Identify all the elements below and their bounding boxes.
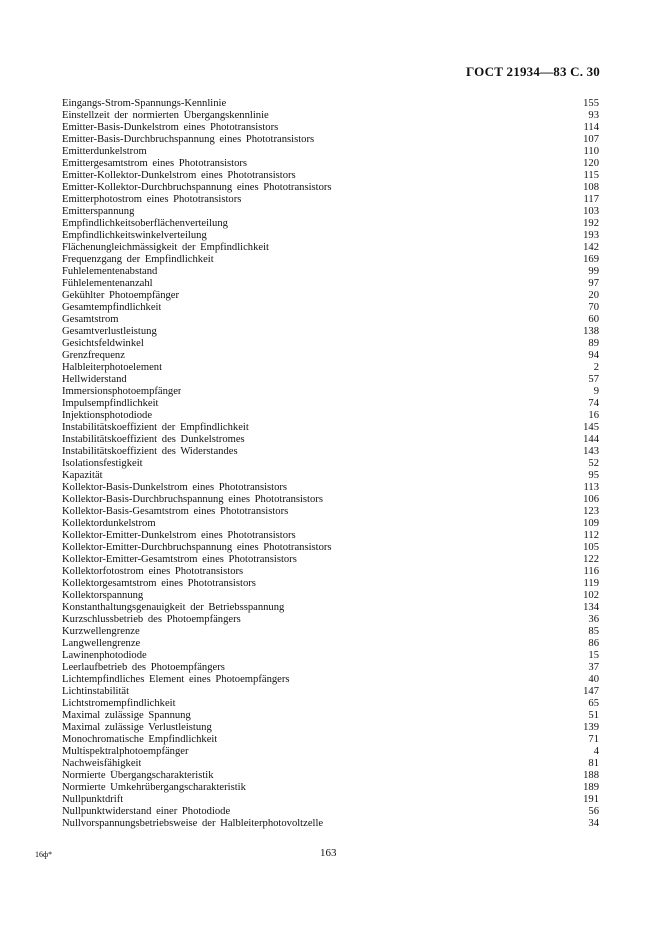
index-term: Gekühlter Photoempfänger [62,290,180,301]
index-entry [62,818,599,830]
index-entry [62,686,599,698]
index-page-number: 120 [583,158,599,169]
index-entry [62,494,599,506]
index-entry [62,662,599,674]
index-page-number: 119 [583,578,599,589]
index-term: Impulsempfindlichkeit [62,398,159,409]
index-page-number: 97 [588,278,599,289]
index-entry [62,578,599,590]
index-entry [62,698,599,710]
index-entry [62,734,599,746]
index-page-number: 40 [588,674,599,685]
index-term: Nachweisfähigkeit [62,758,142,769]
index-term: Instabilitätskoeffizient der Empfindlichkeit [62,422,249,433]
index-term: Frequenzgang der Empfindlichkeit [62,254,214,265]
index-page-number: 89 [588,338,599,349]
index-page-number: 116 [583,566,599,577]
index-page-number: 103 [583,206,599,217]
index-page-number: 169 [583,254,599,265]
index-page-number: 34 [588,818,599,829]
index-page-number: 65 [588,698,599,709]
index-entry [62,722,599,734]
index-page-number: 93 [588,110,599,121]
index-page-number: 192 [583,218,599,229]
index-page-number: 99 [588,266,599,277]
index-page-number: 193 [583,230,599,241]
index-term: Nullvorspannungsbetriebsweise der Halbleiterphotovoltzelle [62,818,324,829]
index-term: Eingangs-Strom-Spannungs-Kennlinie [62,98,227,109]
index-page-number: 4 [593,746,599,757]
index-entry [62,422,599,434]
index-entry [62,758,599,770]
index-page-number: 16 [588,410,599,421]
index-page-number: 115 [583,170,599,181]
index-page-number: 15 [588,650,599,661]
term-index-list [62,98,599,830]
document-header: ГОСТ 21934—83 С. 30 [466,64,600,79]
index-entry [62,290,599,302]
index-entry [62,182,599,194]
index-entry [62,170,599,182]
index-entry [62,674,599,686]
index-entry [62,590,599,602]
index-term: Emitter-Basis-Dunkelstrom eines Phototransistors [62,122,279,133]
index-page-number: 107 [583,134,599,145]
index-term: Kollektor-Emitter-Dunkelstrom eines Phototransistors [62,530,296,541]
index-term: Flächenungleichmässigkeit der Empfindlichkeit [62,242,269,253]
index-page-number: 123 [583,506,599,517]
index-entry [62,770,599,782]
index-page-number: 52 [588,458,599,469]
index-term: Lichtinstabilität [62,686,130,697]
index-term: Fuhlelementenabstand [62,266,158,277]
index-page-number: 37 [588,662,599,673]
index-entry [62,806,599,818]
index-page-number: 142 [583,242,599,253]
index-term: Grenzfrequenz [62,350,125,361]
index-page-number: 102 [583,590,599,601]
index-term: Kollektorfotostrom eines Phototransistors [62,566,244,577]
index-term: Maximal zulässige Verlustleistung [62,722,212,733]
footer-code: 16ф* [35,850,53,859]
index-term: Einstellzeit der normierten Übergangskennlinie [62,110,269,121]
index-entry [62,206,599,218]
index-term: Normierte Umkehrübergangscharakteristik [62,782,246,793]
index-entry [62,326,599,338]
index-term: Monochromatische Empfindlichkeit [62,734,218,745]
index-page-number: 74 [588,398,599,409]
index-page-number: 188 [583,770,599,781]
index-page-number: 145 [583,422,599,433]
index-term: Kollektor-Basis-Gesamtstrom eines Phototransistors [62,506,289,517]
index-term: Emitter-Kollektor-Dunkelstrom eines Phototransistors [62,170,296,181]
index-entry [62,374,599,386]
index-term: Nullpunktwiderstand einer Photodiode [62,806,231,817]
index-term: Instabilitätskoeffizient des Widerstandes [62,446,238,457]
index-entry [62,218,599,230]
index-term: Kapazität [62,470,103,481]
index-page-number: 191 [583,794,599,805]
index-page-number: 138 [583,326,599,337]
index-term: Lichtstromempfindlichkeit [62,698,176,709]
index-entry [62,626,599,638]
index-term: Injektionsphotodiode [62,410,153,421]
index-entry [62,314,599,326]
index-term: Kollektor-Emitter-Gesamtstrom eines Phototransistors [62,554,297,565]
index-entry [62,242,599,254]
index-entry [62,122,599,134]
index-page-number: 109 [583,518,599,529]
index-page-number: 143 [583,446,599,457]
index-page-number: 106 [583,494,599,505]
index-term: Emitterdunkelstrom [62,146,147,157]
index-term: Kollektorspannung [62,590,144,601]
index-term: Gesamtempfindlichkeit [62,302,162,313]
index-entry [62,134,599,146]
index-entry [62,194,599,206]
index-page-number: 81 [588,758,599,769]
index-page-number: 94 [588,350,599,361]
index-page-number: 147 [583,686,599,697]
index-entry [62,338,599,350]
index-term: Emitter-Basis-Durchbruchspannung eines Phototransistors [62,134,315,145]
index-entry [62,710,599,722]
index-page-number: 144 [583,434,599,445]
index-page-number: 20 [588,290,599,301]
index-page-number: 95 [588,470,599,481]
index-page-number: 51 [588,710,599,721]
index-entry [62,386,599,398]
index-entry [62,566,599,578]
index-term: Hellwiderstand [62,374,127,385]
index-entry [62,746,599,758]
index-term: Kollektorgesamtstrom eines Phototransistors [62,578,256,589]
index-page-number: 105 [583,542,599,553]
index-page-number: 155 [583,98,599,109]
index-page-number: 56 [588,806,599,817]
index-term: Kurzwellengrenze [62,626,140,637]
index-term: Lawinenphotodiode [62,650,147,661]
index-entry [62,146,599,158]
index-page-number: 36 [588,614,599,625]
index-term: Konstanthaltungsgenauigkeit der Betriebsspannung [62,602,285,613]
index-page-number: 139 [583,722,599,733]
index-entry [62,110,599,122]
index-page-number: 122 [583,554,599,565]
index-term: Lichtempfindliches Element eines Photoempfängers [62,674,290,685]
index-entry [62,458,599,470]
index-entry [62,398,599,410]
index-page-number: 9 [593,386,599,397]
index-page-number: 113 [583,482,599,493]
index-page-number: 117 [583,194,599,205]
index-term: Emittergesamtstrom eines Phototransistors [62,158,248,169]
index-term: Empfindlichkeitswinkelverteilung [62,230,207,241]
index-term: Kollektor-Basis-Durchbruchspannung eines Phototransistors [62,494,323,505]
index-page-number: 108 [583,182,599,193]
index-page-number: 85 [588,626,599,637]
index-entry [62,362,599,374]
index-entry [62,254,599,266]
index-term: Gesamtverlustleistung [62,326,157,337]
index-term: Instabilitätskoeffizient des Dunkelstromes [62,434,245,445]
index-entry [62,506,599,518]
index-page-number: 57 [588,374,599,385]
footer-page-number: 163 [320,847,337,859]
index-page-number: 70 [588,302,599,313]
index-term: Kollektor-Basis-Dunkelstrom eines Phototransistors [62,482,288,493]
index-page-number: 114 [583,122,599,133]
index-term: Fühlelementenanzahl [62,278,153,289]
index-term: Gesamtstrom [62,314,119,325]
index-term: Nullpunktdrift [62,794,124,805]
index-entry [62,470,599,482]
index-page-number: 134 [583,602,599,613]
index-term: Langwellengrenze [62,638,141,649]
index-entry [62,434,599,446]
index-term: Kollektor-Emitter-Durchbruchspannung eines Phototransistors [62,542,332,553]
index-term: Immersionsphotoempfänger [62,386,182,397]
index-entry [62,410,599,422]
index-entry [62,530,599,542]
index-entry [62,158,599,170]
index-page-number: 86 [588,638,599,649]
index-entry [62,614,599,626]
index-entry [62,542,599,554]
index-entry [62,266,599,278]
index-entry [62,638,599,650]
index-entry [62,602,599,614]
index-entry [62,230,599,242]
index-entry [62,782,599,794]
index-term: Halbleiterphotoelement [62,362,163,373]
index-page-number: 60 [588,314,599,325]
index-entry [62,350,599,362]
index-entry [62,554,599,566]
index-term: Leerlaufbetrieb des Photoempfängers [62,662,225,673]
index-term: Emitterphotostrom eines Phototransistors [62,194,242,205]
index-page-number: 71 [588,734,599,745]
index-term: Emitter-Kollektor-Durchbruchspannung eines Phototransistors [62,182,332,193]
index-page-number: 112 [583,530,599,541]
index-term: Empfindlichkeitsoberflächenverteilung [62,218,228,229]
index-entry [62,278,599,290]
index-entry [62,518,599,530]
index-page-number: 2 [593,362,599,373]
index-term: Kollektordunkelstrom [62,518,156,529]
index-term: Normierte Übergangscharakteristik [62,770,214,781]
index-page-number: 189 [583,782,599,793]
index-entry [62,482,599,494]
index-term: Gesichtsfeldwinkel [62,338,144,349]
index-entry [62,650,599,662]
index-page-number: 110 [583,146,599,157]
index-entry [62,302,599,314]
index-term: Isolationsfestigkeit [62,458,143,469]
index-entry [62,98,599,110]
index-term: Kurzschlussbetrieb des Photoempfängers [62,614,241,625]
index-term: Emitterspannung [62,206,135,217]
index-term: Maximal zulässige Spannung [62,710,191,721]
index-entry [62,446,599,458]
index-term: Multispektralphotoempfänger [62,746,189,757]
index-entry [62,794,599,806]
